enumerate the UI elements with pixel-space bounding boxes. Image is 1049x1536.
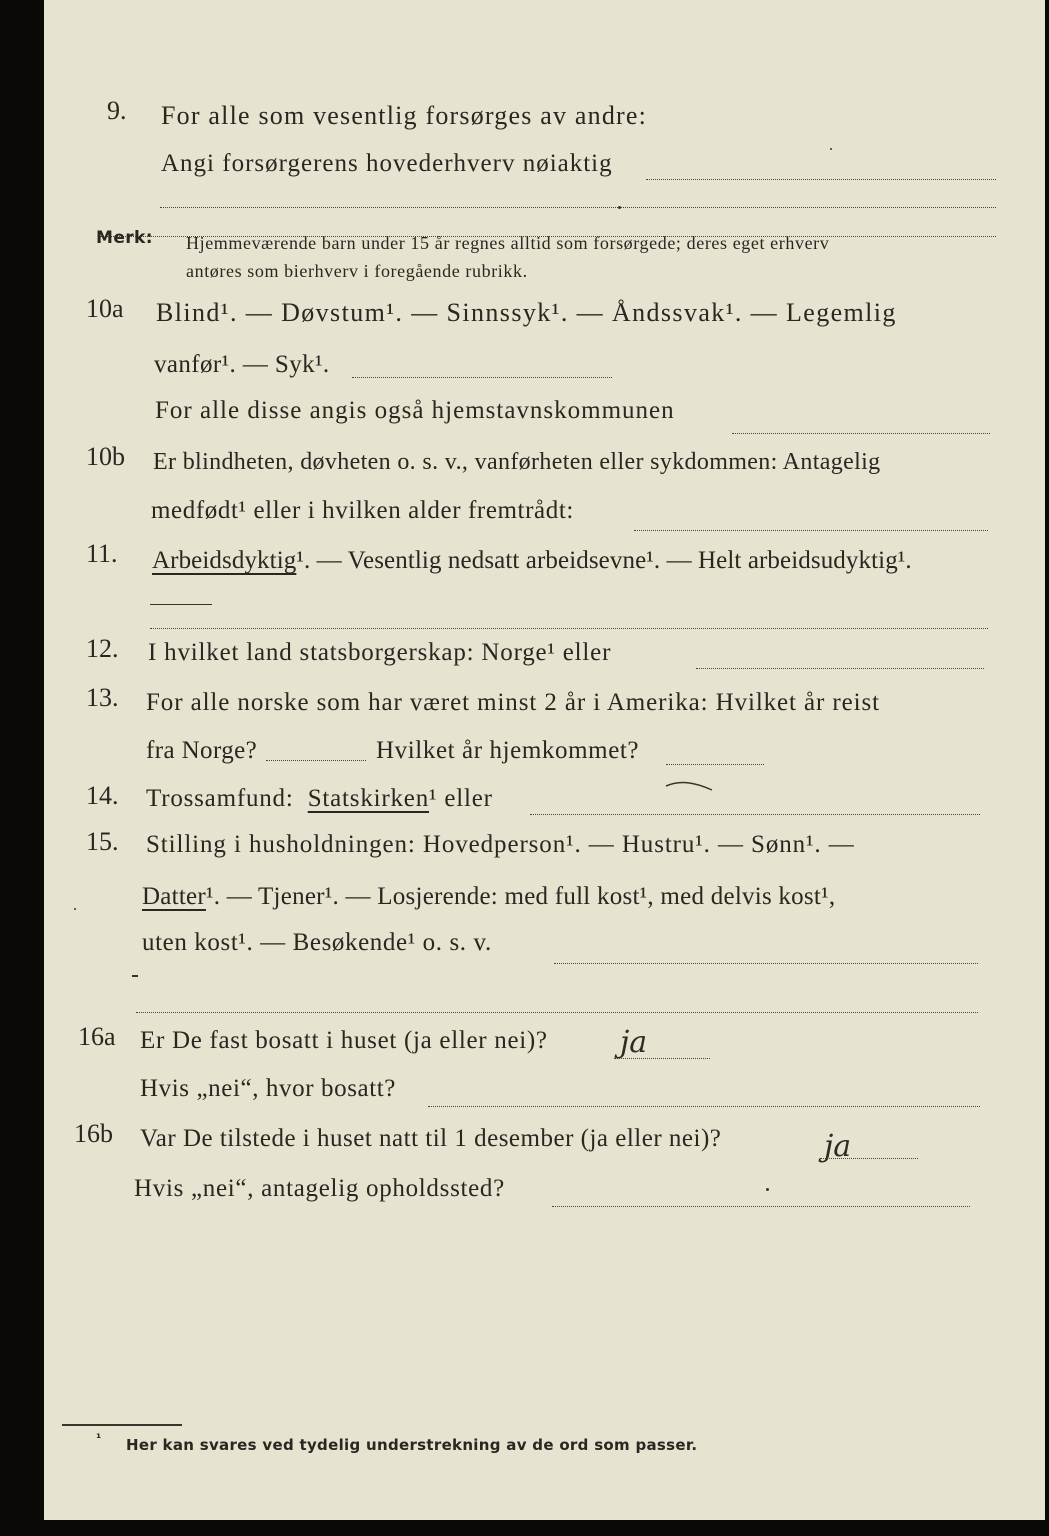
ink-speck xyxy=(618,206,621,209)
q10a-answer-line[interactable] xyxy=(352,377,612,378)
q13-return-year-line[interactable] xyxy=(666,764,764,765)
q11-answer-stroke xyxy=(150,604,212,605)
q14-option-rest: ¹ eller xyxy=(429,785,493,812)
merk-note-line-2: antøres som bierhverv i foregående rubrikk. xyxy=(186,261,528,281)
q13-number: 13. xyxy=(86,683,119,712)
q10b-question: Er blindheten, døvheten o. s. v., vanførheten eller sykdommen: Antagelig xyxy=(153,449,881,475)
q10a-municipality-prompt: For alle disse angis også hjemstavnskommunen xyxy=(155,397,675,424)
q16a-where-line[interactable] xyxy=(428,1106,980,1107)
q14-answer-line[interactable] xyxy=(530,814,980,815)
ink-speck xyxy=(74,908,76,910)
q10a-municipality-line[interactable] xyxy=(732,433,990,434)
merk-note-line-1: Hjemmeværende barn under 15 år regnes alltid som forsørgede; deres eget erhverv xyxy=(186,233,830,253)
q15-number: 15. xyxy=(86,827,119,856)
q16a-number: 16a xyxy=(78,1022,116,1051)
ink-speck xyxy=(830,148,832,150)
q11-options-rest: ¹. — Vesentlig nedsatt arbeidsevne¹. — Helt arbeidsudyktig¹. xyxy=(296,547,912,574)
q16b-whereabouts-label: Hvis „nei“, antagelig opholdssted? xyxy=(134,1175,505,1202)
q11-answer-line[interactable] xyxy=(150,628,988,629)
pen-mark xyxy=(664,778,716,794)
q14-selected-option[interactable]: Statskirken xyxy=(307,785,429,812)
q16a-question: Er De fast bosatt i huset (ja eller nei)? xyxy=(140,1027,548,1054)
q15-selected-option[interactable]: Datter xyxy=(142,883,206,910)
q12-answer-line[interactable] xyxy=(696,668,984,669)
census-form-page xyxy=(44,0,1045,1520)
q14-label: Trossamfund: xyxy=(146,785,294,812)
q13-left-year-label: fra Norge? xyxy=(146,737,258,764)
q9-number: 9. xyxy=(107,96,127,125)
q15-options: Stilling i husholdningen: Hovedperson¹. — Hustru¹. — Sønn¹. — xyxy=(146,831,855,858)
q10b-question-cont: medfødt¹ eller i hvilken alder fremtrådt: xyxy=(151,497,574,524)
q10a-options: Blind¹. — Døvstum¹. — Sinnssyk¹. — Åndssvak¹. — Legemlig xyxy=(156,298,897,327)
ink-speck xyxy=(766,1188,769,1191)
q15-options-rest: ¹. — Tjener¹. — Losjerende: med full kost¹, med delvis kost¹, xyxy=(205,883,836,910)
q16b-answer-line[interactable] xyxy=(820,1158,918,1159)
q16a-where-label: Hvis „nei“, hvor bosatt? xyxy=(140,1075,397,1102)
q14-number: 14. xyxy=(86,781,119,810)
merk-label: Merk: xyxy=(96,228,153,248)
q10b-answer-line[interactable] xyxy=(634,530,988,531)
q14-question xyxy=(146,786,493,811)
q16b-whereabouts-line[interactable] xyxy=(552,1206,970,1207)
q10a-number: 10a xyxy=(86,294,124,323)
ink-dash xyxy=(132,975,138,977)
q12-question: I hvilket land statsborgerskap: Norge¹ eller xyxy=(148,639,612,666)
q13-left-year-line[interactable] xyxy=(266,760,366,761)
footnote-separator xyxy=(62,1424,182,1426)
footnote-text: Her kan svares ved tydelig understrekning av de ord som passer. xyxy=(126,1436,698,1454)
q13-question: For alle norske som har været minst 2 år i Amerika: Hvilket år reist xyxy=(146,689,880,716)
q10b-number: 10b xyxy=(86,442,125,471)
q16a-answer[interactable]: ja xyxy=(620,1025,648,1060)
q9-question: For alle som vesentlig forsørges av andre: xyxy=(161,101,648,130)
q15-answer-line[interactable] xyxy=(554,963,978,964)
q15-options-cont-2: uten kost¹. — Besøkende¹ o. s. v. xyxy=(142,929,492,956)
q11-options xyxy=(152,548,912,573)
q15-answer-line-2[interactable] xyxy=(136,1012,978,1013)
q9-answer-line-2[interactable] xyxy=(160,207,996,208)
q16b-answer[interactable]: ja xyxy=(824,1129,852,1164)
q9-answer-line[interactable] xyxy=(646,179,996,180)
q16b-number: 16b xyxy=(74,1119,113,1148)
q13-return-year-label: Hvilket år hjemkommet? xyxy=(376,737,640,764)
q12-number: 12. xyxy=(86,634,119,663)
q11-number: 11. xyxy=(86,539,118,568)
q9-instruction: Angi forsørgerens hovederhverv nøiaktig xyxy=(161,150,613,177)
q16b-question: Var De tilstede i huset natt til 1 desember (ja eller nei)? xyxy=(140,1125,722,1152)
q11-selected-option[interactable]: Arbeidsdyktig xyxy=(152,547,297,574)
footnote-mark: ¹ xyxy=(96,1431,102,1445)
q10a-options-cont: vanfør¹. — Syk¹. xyxy=(154,351,330,378)
q15-options-cont xyxy=(142,884,835,909)
q16a-answer-line[interactable] xyxy=(614,1058,710,1059)
